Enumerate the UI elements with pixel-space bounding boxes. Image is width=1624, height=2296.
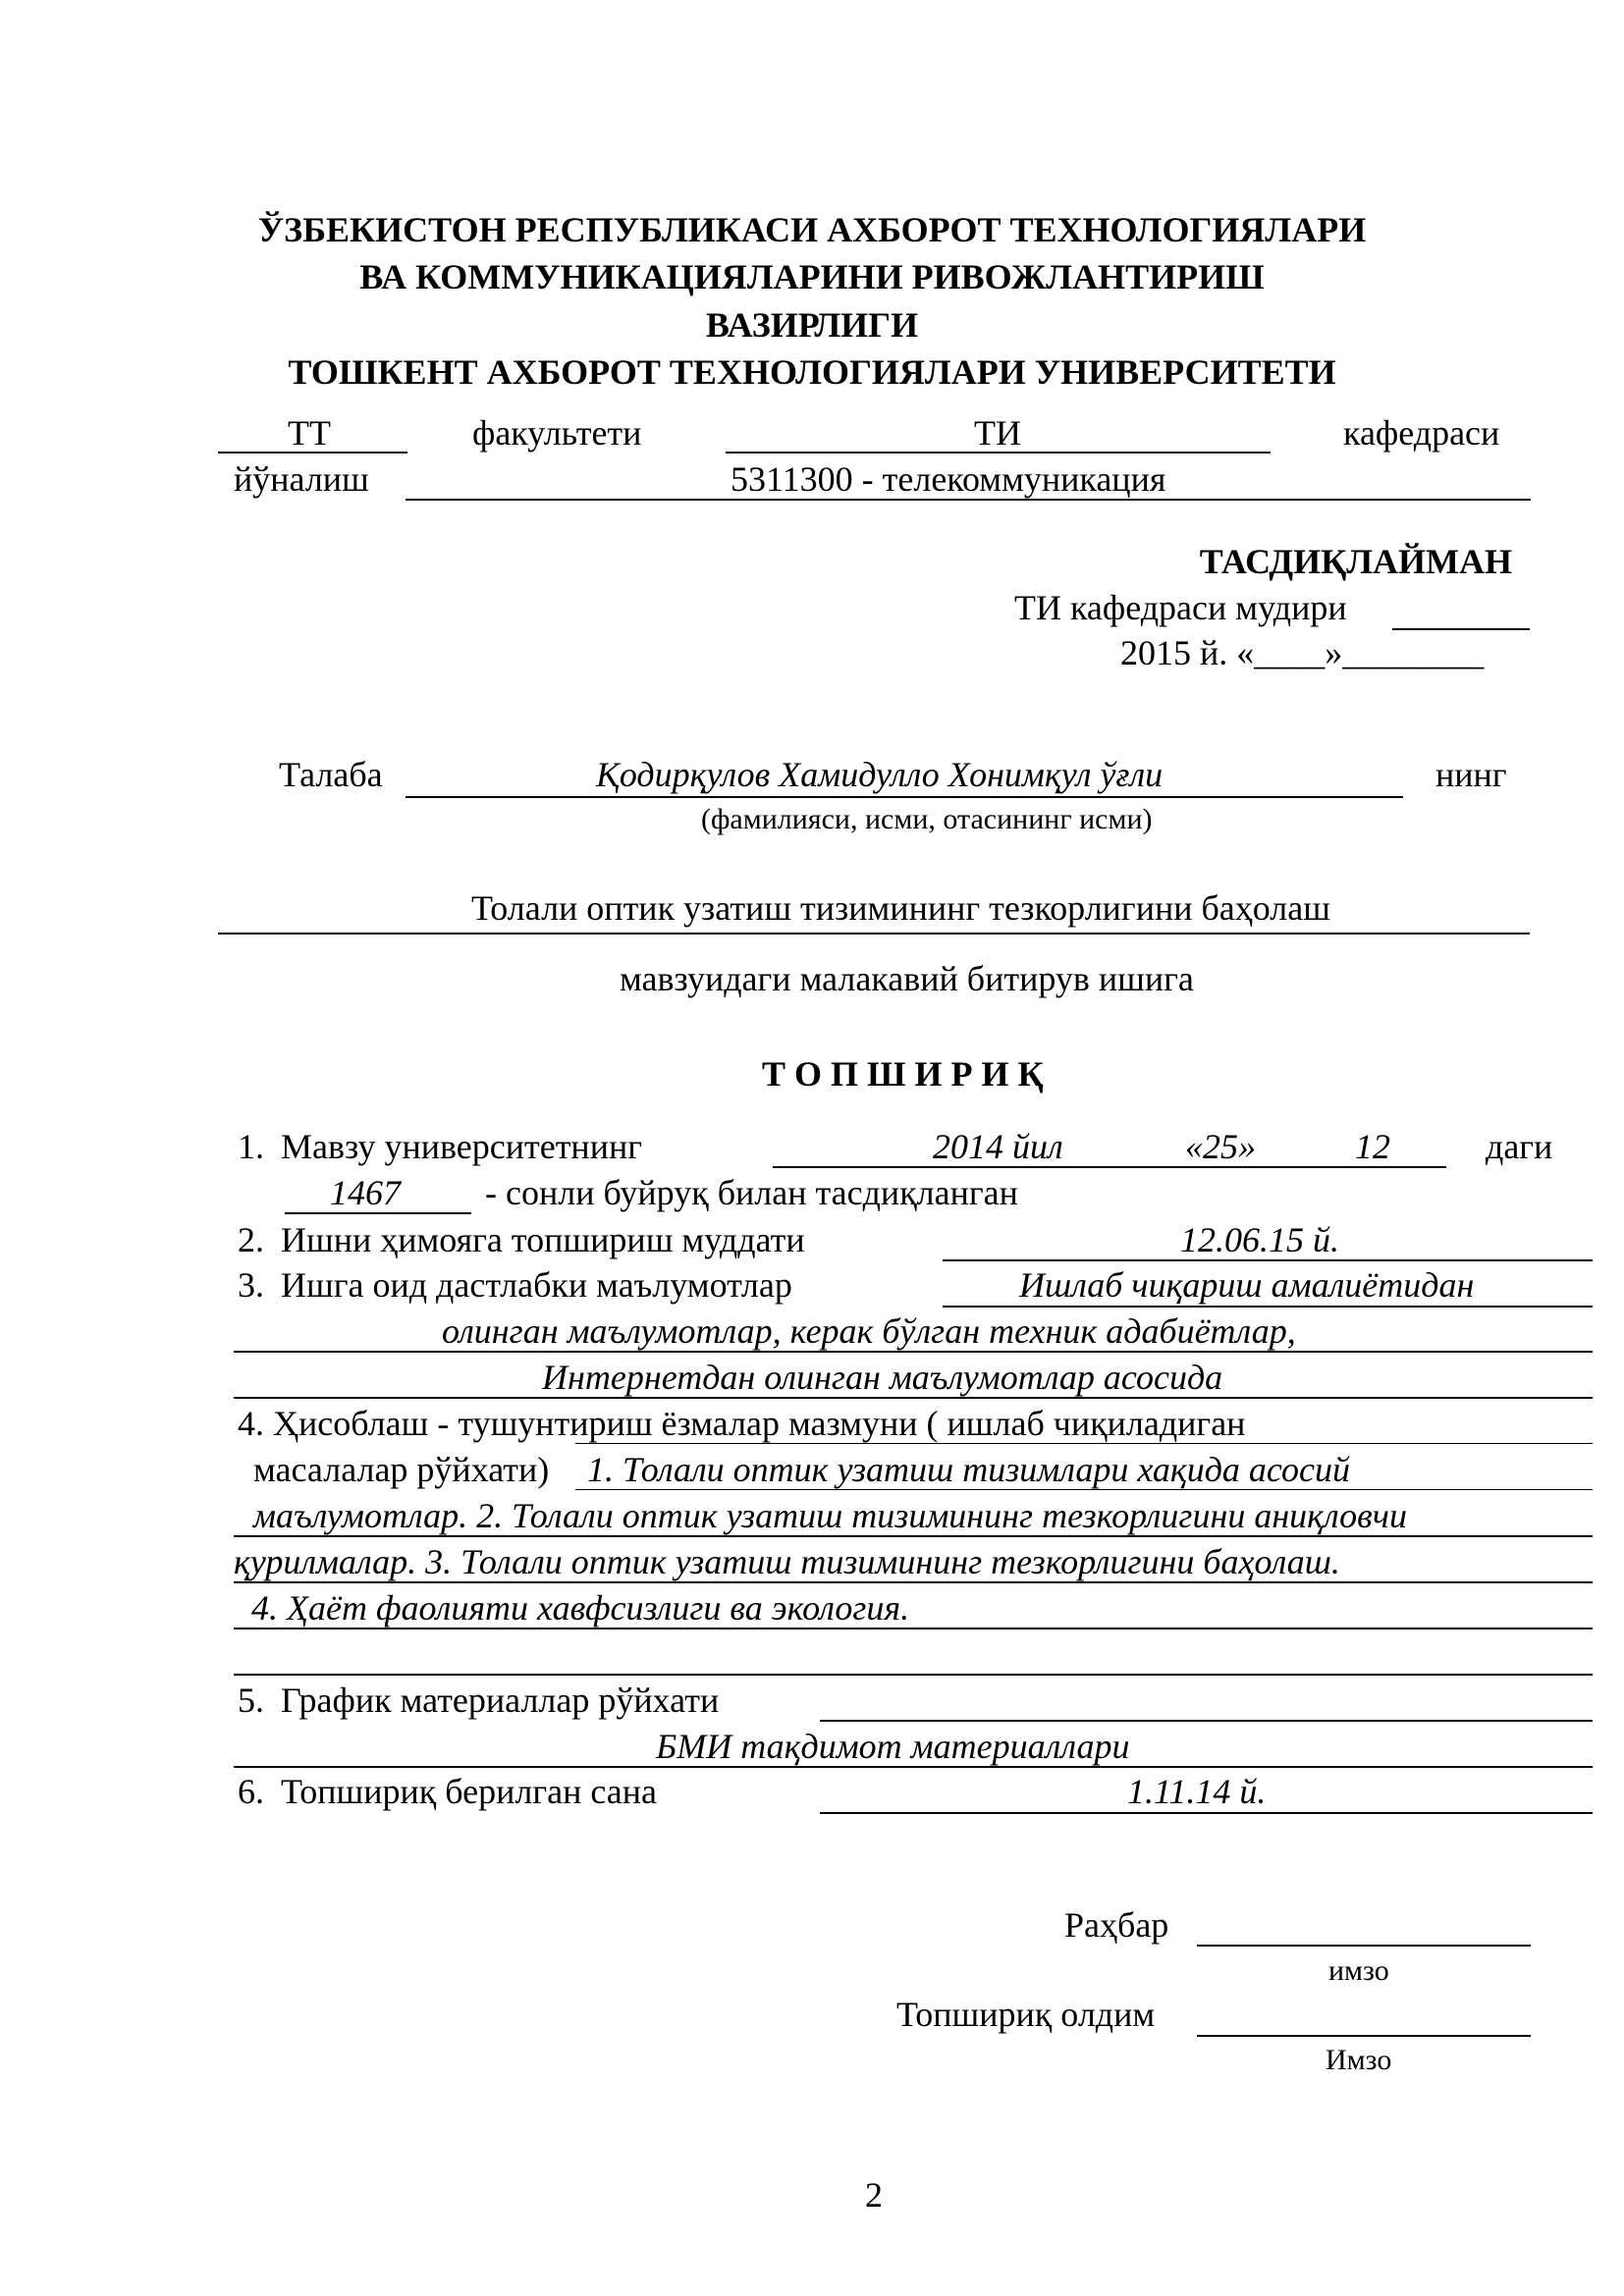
item6-label: Топшириқ берилган сана [281,1772,657,1811]
item5-number: 5. [238,1681,264,1720]
item4-label-line1: 4. Ҳисоблаш - тушунтириш ёзмалар мазмуни ( ишлаб чиқиладиган [238,1404,1246,1443]
item5-underline1 [820,1720,1593,1722]
item6-underline [820,1812,1593,1814]
topic-title: Толали оптик узатиш тизимининг тезкорлигини баҳолаш [471,888,1330,928]
item1-date-underline [773,1166,1446,1168]
student-name: Қодирқулов Хамидулло Хонимқул ўғли [596,755,1164,794]
item3-underline1 [943,1306,1593,1308]
item4-value-line1: 1. Толали оптик узатиш тизимлари хақида асосий [587,1450,1350,1489]
direction-label: йўналиш [234,459,369,499]
item1-number: 1. [238,1127,264,1166]
student-name-caption: (фамилияси, исми, отасининг исми) [701,803,1153,835]
supervisor-signature-caption: имзо [1328,1954,1389,1987]
item4-value-line2: маълумотлар. 2. Толали оптик узатиш тизимининг тезкорлигини аниқловчи [253,1496,1407,1535]
page-number: 2 [865,2175,883,2215]
item6-value: 1.11.14 й. [1127,1772,1267,1811]
supervisor-label: Раҳбар [1064,1905,1169,1945]
received-label: Топшириқ олдим [896,1995,1156,2034]
received-signature-caption: Имзо [1326,2044,1392,2076]
item5-label: График материаллар рўйхати [281,1681,720,1720]
item3-value-line2: олинган маълумотлар, керак бўлган техник адабиётлар, [442,1311,1296,1351]
item4-underline5 [234,1674,1593,1676]
department-head-signature-line [1392,628,1530,630]
item1-order-underline [285,1212,471,1214]
item2-label: Ишни ҳимояга топшириш муддати [281,1220,805,1259]
item3-label: Ишга оид дастлабки маълумотлар [281,1265,792,1305]
direction-value: 5311300 - телекоммуникация [731,459,1166,499]
received-signature-line [1197,2035,1531,2037]
item1-month: 12 [1355,1127,1390,1166]
direction-underline [406,499,1531,501]
student-name-suffix: нинг [1435,755,1507,794]
item1-order-text: - сонли буйруқ билан тасдиқланган [485,1173,1018,1212]
approval-date: 2015 й. «____»________ [1120,633,1485,672]
approval-title: ТАСДИҚЛАЙМАН [1199,542,1512,581]
item3-value-line3: Интернетдан олинган маълумотлар асосида [542,1358,1223,1397]
department-head-label: ТИ кафедраси мудири [1014,588,1347,627]
item1-year: 2014 йил [933,1127,1063,1166]
item5-underline2 [234,1766,1593,1768]
item4-underline0 [575,1443,1593,1444]
university-title: ТОШКЕНТ АХБОРОТ ТЕХНОЛОГИЯЛАРИ УНИВЕРСИТЕТИ [288,352,1336,392]
item2-number: 2. [238,1220,264,1259]
item4-underline2 [234,1535,1593,1537]
item4-value-line4: 4. Ҳаёт фаолияти хавфсизлиги ва экология. [251,1588,910,1628]
item1-label: Мавзу университетнинг [281,1127,642,1166]
item2-underline [943,1259,1593,1261]
item4-underline1 [575,1489,1593,1490]
topic-underline [218,933,1530,934]
item4-label-line2: масалалар рўйхати) [253,1450,550,1489]
item3-value-line1: Ишлаб чиқариш амалиётидан [1019,1265,1475,1305]
student-name-underline [406,796,1403,798]
item1-day: «25» [1185,1127,1256,1166]
assignment-heading: Т О П Ш И Р И Қ [762,1054,1044,1094]
item1-order-number: 1467 [330,1173,401,1212]
item4-underline4 [234,1628,1593,1629]
item6-number: 6. [238,1772,264,1811]
item2-value: 12.06.15 й. [1180,1220,1339,1259]
ministry-title-line1: ЎЗБЕКИСТОН РЕСПУБЛИКАСИ АХБОРОТ ТЕХНОЛОГИЯЛАРИ [257,210,1367,249]
faculty-label: факультети [472,413,642,453]
item4-value-line3: қурилмалар. 3. Толали оптик узатиш тизимининг тезкорлигини баҳолаш. [234,1542,1340,1581]
item4-underline3 [234,1581,1593,1583]
department-underline [726,452,1271,454]
topic-subtitle: мавзуидаги малакавий битирув ишига [620,959,1194,998]
item3-number: 3. [238,1265,264,1305]
student-label: Талаба [279,755,383,794]
department-label: кафедраси [1343,413,1500,453]
item3-underline3 [234,1397,1593,1399]
faculty-value: ТТ [288,413,331,453]
item1-suffix: даги [1486,1127,1553,1166]
department-value: ТИ [974,413,1021,453]
item3-underline2 [234,1351,1593,1353]
ministry-title-line3: ВАЗИРЛИГИ [705,305,919,345]
ministry-title-line2: ВА КОММУНИКАЦИЯЛАРИНИ РИВОЖЛАНТИРИШ [359,257,1265,296]
supervisor-signature-line [1197,1945,1531,1947]
item5-value: БМИ тақдимот материаллари [656,1727,1130,1766]
faculty-underline [218,452,407,454]
